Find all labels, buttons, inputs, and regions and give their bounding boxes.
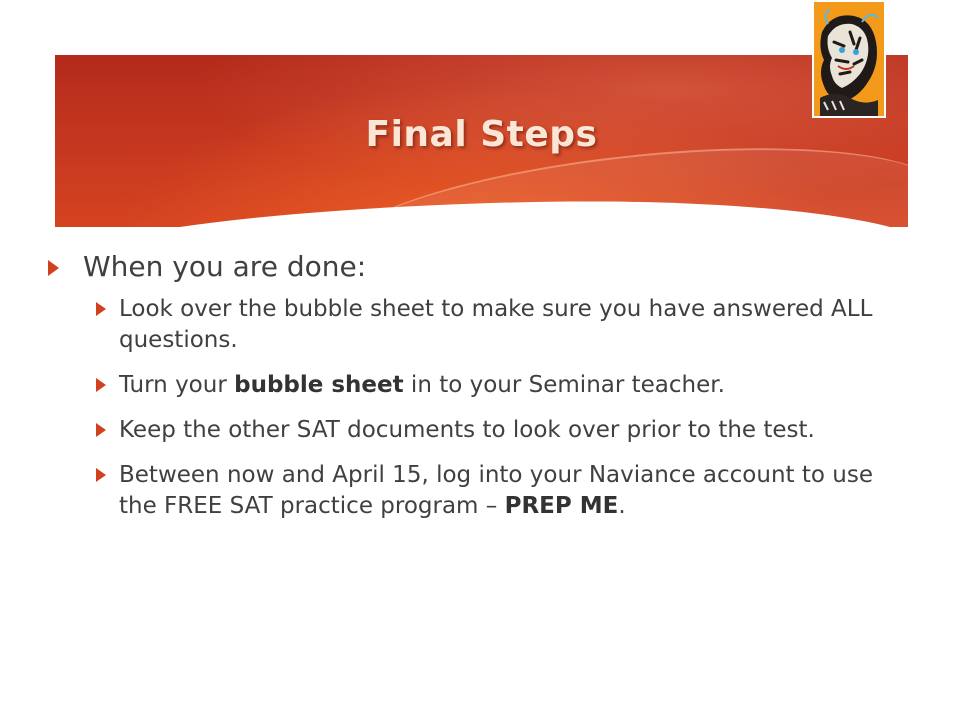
sub-bullet-text — [119, 460, 904, 522]
list-item — [96, 460, 924, 522]
tiger-logo — [812, 0, 886, 118]
right-arrow-icon — [96, 378, 106, 392]
text-part: Between now and April 15, log into your Naviance account to use the FREE SAT practice program – — [119, 462, 873, 519]
bullet-list — [44, 248, 924, 536]
bold-text: PREP ME — [504, 493, 619, 519]
heading-bullet-text: When you are done: — [83, 250, 367, 283]
text-part: in to your Seminar teacher. — [403, 372, 725, 398]
bold-text: bubble sheet — [234, 372, 404, 398]
list-item — [44, 248, 924, 286]
sub-bullet-text: Keep the other SAT documents to look over prior to the test. — [119, 417, 815, 443]
text-part: Turn your — [119, 372, 235, 398]
title-banner — [55, 55, 908, 227]
slide-title: Final Steps — [365, 114, 598, 155]
right-arrow-icon — [96, 468, 106, 482]
text-part: . — [618, 493, 626, 519]
tiger-logo-art — [814, 2, 884, 116]
sub-bullet-text — [119, 370, 725, 401]
right-arrow-icon — [96, 423, 106, 437]
right-arrow-icon — [96, 302, 106, 316]
list-item — [96, 370, 924, 401]
list-item — [96, 415, 924, 446]
right-arrow-icon — [48, 260, 59, 276]
list-item — [96, 294, 924, 356]
sub-bullet-text: Look over the bubble sheet to make sure you have answered ALL questions. — [119, 296, 873, 353]
